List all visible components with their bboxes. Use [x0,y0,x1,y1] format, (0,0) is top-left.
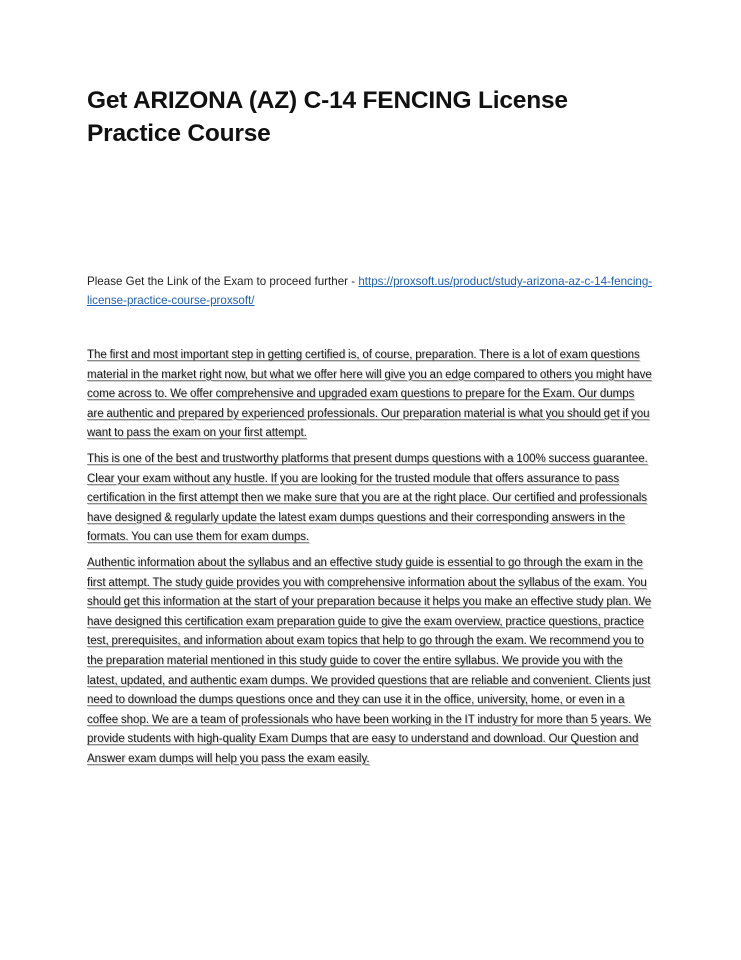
paragraph-2: This is one of the best and trustworthy platforms that present dumps questions with a 100% success guarantee. Clear your exam without any hustle. If you are looking for the trusted module that offers assurance to pass certification in the first attempt then we make sure that you are at the right place. Our certified and professionals have designed & regularly update the latest exam dumps questions and their corresponding answers in the formats. You can use them for exam dumps. [87,452,648,544]
intro-paragraph [87,272,667,310]
paragraph-3: Authentic information about the syllabus and an effective study guide is essential to go through the exam in the first attempt. The study guide provides you with comprehensive information about the syllabus of the exam. You should get this information at the start of your preparation because it helps you make an effective study plan. We have designed this certification exam preparation guide to give the exam overview, practice questions, practice test, prerequisites, and information about exam topics that help to go through the exam. We recommend you to the preparation material mentioned in this study guide to cover the entire syllabus. We provide you with the latest, updated, and authentic exam dumps. We provided questions that are reliable and convenient. Clients just need to download the dumps questions once and they can use it in the office, university, home, or even in a coffee shop. We are a team of professionals who have been working in the IT industry for more than 5 years. We provide students with high-quality Exam Dumps that are easy to understand and download. Our Question and Answer exam dumps will help you pass the exam easily. [87,556,652,765]
exam-link[interactable]: https://proxsoft.us/product/study-arizona-az-c-14-fencing-license-practice-course-proxsoft/ [87,275,653,307]
body-text [87,346,653,775]
page-title: Get ARIZONA (AZ) C-14 FENCING License Practice Course [87,87,568,147]
paragraph-1: The first and most important step in getting certified is, of course, preparation. There is a lot of exam questions material in the market right now, but what we offer here will give you an edge compared to others you might have come across to. We offer comprehensive and upgraded exam questions to prepare for the Exam. Our dumps are authentic and prepared by experienced professionals. Our preparation material is what you should get if you want to pass the exam on your first attempt. [87,349,652,440]
intro-text: Please Get the Link of the Exam to proceed further - [87,275,359,288]
